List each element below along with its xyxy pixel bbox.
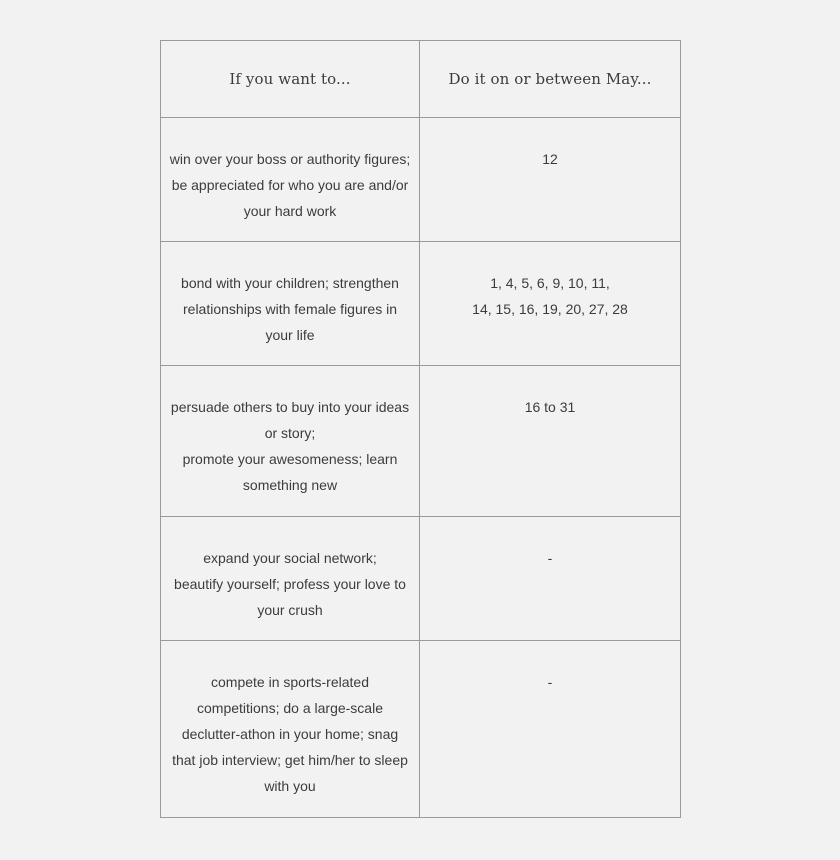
dates-line: 16 to 31 [524, 399, 576, 415]
activity-line: win over your boss or authority figures; [169, 151, 411, 167]
activity-line: persuade others to buy into your ideas [170, 399, 410, 415]
activity-line: expand your social network; [203, 550, 377, 566]
table-row [161, 366, 681, 517]
dates-line: 12 [542, 151, 558, 167]
header-activity: If you want to... [161, 41, 420, 118]
activity-line: your crush [257, 602, 323, 618]
activity-line: something new [242, 477, 338, 493]
activity-line: relationships with female figures in [183, 301, 397, 317]
activity-cell [161, 242, 420, 366]
dates-cell [420, 118, 681, 242]
dates-cell [420, 517, 681, 641]
activity-cell [161, 641, 420, 818]
activity-line: competitions; do a large-scale [197, 700, 383, 716]
activity-line: declutter-athon in your home; snag [181, 726, 399, 742]
header-dates: Do it on or between May... [420, 41, 681, 118]
dates-line: - [547, 674, 553, 690]
may-activity-table [160, 40, 681, 818]
activity-line: or story; [264, 425, 316, 441]
dates-cell [420, 366, 681, 517]
activity-line: bond with your children; strengthen [181, 275, 399, 291]
table-row [161, 118, 681, 242]
dates-line: - [547, 550, 553, 566]
table-row [161, 242, 681, 366]
dates-line: 14, 15, 16, 19, 20, 27, 28 [472, 301, 628, 317]
table-row [161, 517, 681, 641]
dates-cell [420, 641, 681, 818]
activity-line: your life [265, 327, 315, 343]
dates-cell [420, 242, 681, 366]
activity-line: that job interview; get him/her to sleep [172, 752, 408, 768]
activity-line: be appreciated for who you are and/or [171, 177, 409, 193]
table-row [161, 641, 681, 818]
activity-line: your hard work [243, 203, 337, 219]
activity-line: beautify yourself; profess your love to [174, 576, 406, 592]
activity-cell [161, 517, 420, 641]
activity-line: promote your awesomeness; learn [182, 451, 398, 467]
dates-line: 1, 4, 5, 6, 9, 10, 11, [490, 275, 610, 291]
table-header-row [161, 41, 681, 118]
activity-line: with you [264, 778, 316, 794]
activity-cell [161, 366, 420, 517]
activity-cell [161, 118, 420, 242]
activity-line: compete in sports-related [211, 674, 369, 690]
